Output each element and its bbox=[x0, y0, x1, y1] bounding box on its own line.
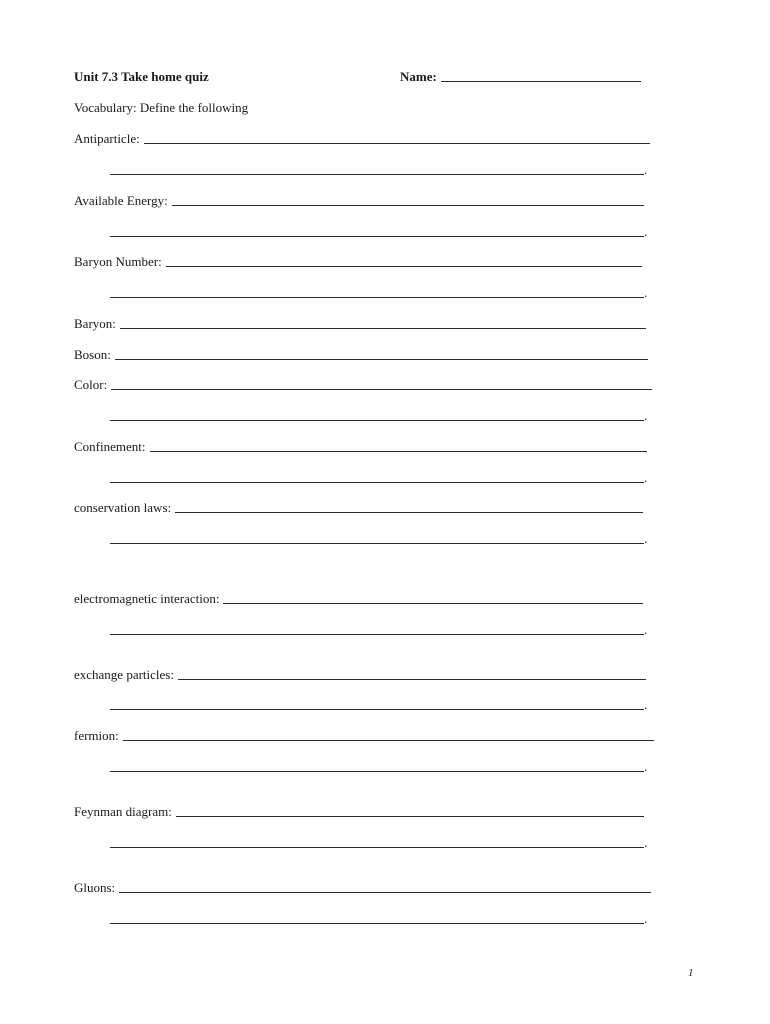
definition-blank-line[interactable] bbox=[172, 192, 644, 206]
line-end-period: . bbox=[644, 911, 648, 926]
term-label: Antiparticle: bbox=[74, 131, 140, 146]
line-end-period: . bbox=[644, 470, 648, 485]
quiz-title: Unit 7.3 Take home quiz bbox=[74, 69, 209, 84]
definition-continuation-line[interactable] bbox=[110, 910, 647, 928]
definition-continuation-line[interactable] bbox=[110, 621, 647, 639]
definition-continuation-line[interactable] bbox=[110, 223, 647, 241]
definition-continuation-line[interactable] bbox=[110, 758, 647, 776]
page-number: 1 bbox=[688, 967, 694, 979]
line-end-period: . bbox=[644, 224, 648, 239]
name-label: Name: bbox=[400, 69, 437, 84]
term-row-antiparticle bbox=[74, 130, 650, 148]
blank-line[interactable] bbox=[110, 161, 644, 175]
term-label: Available Energy: bbox=[74, 193, 168, 208]
term-row-boson bbox=[74, 346, 648, 364]
blank-line[interactable] bbox=[110, 910, 644, 924]
definition-blank-line[interactable] bbox=[119, 879, 651, 893]
definition-blank-line[interactable] bbox=[166, 253, 642, 267]
term-row-confinement bbox=[74, 438, 647, 456]
term-row-gluons bbox=[74, 879, 651, 897]
term-row-feynman-diagram bbox=[74, 803, 644, 821]
line-end-period: . bbox=[644, 162, 648, 177]
definition-blank-line[interactable] bbox=[176, 803, 644, 817]
term-label: Gluons: bbox=[74, 880, 116, 895]
term-label: Boson: bbox=[74, 347, 111, 362]
definition-blank-line[interactable] bbox=[111, 376, 652, 390]
definition-continuation-line[interactable] bbox=[110, 530, 647, 548]
definition-continuation-line[interactable] bbox=[110, 161, 647, 179]
definition-blank-line[interactable] bbox=[123, 727, 654, 741]
line-end-period: . bbox=[644, 622, 648, 637]
term-label: electromagnetic interaction: bbox=[74, 591, 220, 606]
line-end-period: . bbox=[644, 759, 648, 774]
definition-blank-line[interactable] bbox=[115, 346, 648, 360]
blank-line[interactable] bbox=[110, 758, 644, 772]
term-label: conservation laws: bbox=[74, 500, 172, 515]
term-row-fermion bbox=[74, 727, 654, 745]
definition-blank-line[interactable] bbox=[150, 438, 647, 452]
name-blank-line[interactable] bbox=[441, 68, 641, 82]
blank-line[interactable] bbox=[110, 696, 644, 710]
line-end-period: . bbox=[644, 408, 648, 423]
definition-continuation-line[interactable] bbox=[110, 407, 647, 425]
definition-blank-line[interactable] bbox=[120, 315, 646, 329]
definition-continuation-line[interactable] bbox=[110, 284, 647, 302]
term-row-conservation-laws bbox=[74, 499, 643, 517]
definition-blank-line[interactable] bbox=[144, 130, 650, 144]
term-label: Confinement: bbox=[74, 439, 146, 454]
definition-blank-line[interactable] bbox=[175, 499, 643, 513]
blank-line[interactable] bbox=[110, 223, 644, 237]
term-label: Feynman diagram: bbox=[74, 804, 172, 819]
definition-blank-line[interactable] bbox=[178, 666, 646, 680]
definition-continuation-line[interactable] bbox=[110, 834, 647, 852]
name-field[interactable] bbox=[400, 68, 641, 86]
blank-line[interactable] bbox=[110, 284, 644, 298]
instructions: Vocabulary: Define the following bbox=[74, 100, 249, 115]
term-label: Baryon Number: bbox=[74, 254, 162, 269]
blank-line[interactable] bbox=[110, 469, 644, 483]
term-label: Color: bbox=[74, 377, 108, 392]
term-label: Baryon: bbox=[74, 316, 116, 331]
line-end-period: . bbox=[644, 285, 648, 300]
blank-line[interactable] bbox=[110, 834, 644, 848]
definition-continuation-line[interactable] bbox=[110, 696, 647, 714]
definition-blank-line[interactable] bbox=[223, 590, 643, 604]
line-end-period: . bbox=[644, 835, 648, 850]
term-row-baryon-number bbox=[74, 253, 642, 271]
line-end-period: . bbox=[644, 531, 648, 546]
term-label: exchange particles: bbox=[74, 667, 174, 682]
line-end-period: . bbox=[644, 697, 648, 712]
term-row-exchange-particles bbox=[74, 666, 646, 684]
blank-line[interactable] bbox=[110, 530, 644, 544]
blank-line[interactable] bbox=[110, 407, 644, 421]
definition-continuation-line[interactable] bbox=[110, 469, 647, 487]
term-row-baryon bbox=[74, 315, 646, 333]
term-label: fermion: bbox=[74, 728, 119, 743]
blank-line[interactable] bbox=[110, 621, 644, 635]
term-row-available-energy bbox=[74, 192, 644, 210]
term-row-electromagnetic-interaction bbox=[74, 590, 643, 608]
term-row-color bbox=[74, 376, 652, 394]
